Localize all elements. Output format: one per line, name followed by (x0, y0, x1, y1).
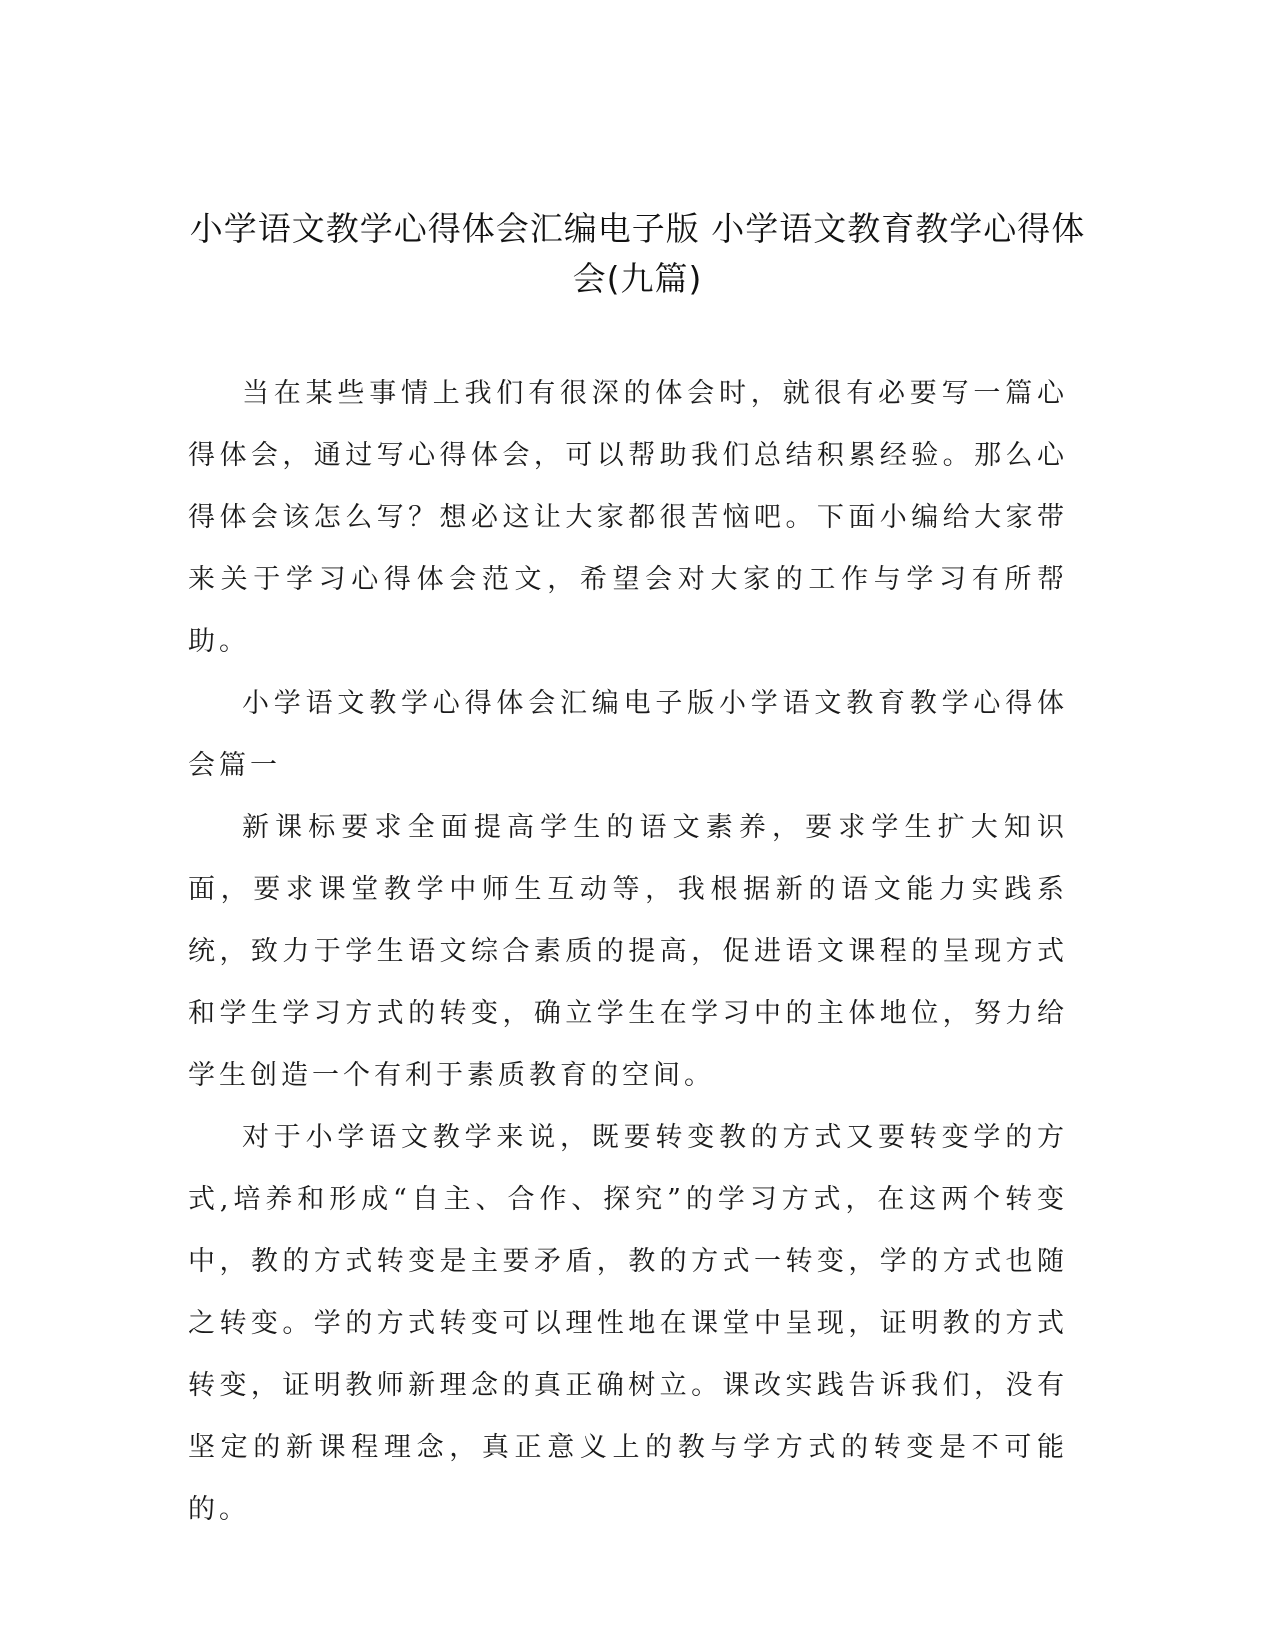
paragraph-intro: 当在某些事情上我们有很深的体会时，就很有必要写一篇心得体会，通过写心得体会，可以帮助我们总结积累经验。那么心得体会该怎么写？想必这让大家都很苦恼吧。下面小编给大家带来关于学习心得体会范文，希望会对大家的工作与学习有所帮助。 (188, 378, 1068, 657)
paragraph-section-heading: 小学语文教学心得体会汇编电子版小学语文教育教学心得体会篇一 (188, 688, 1068, 781)
document-title: 小学语文教学心得体会汇编电子版 小学语文教育教学心得体会(九篇) (189, 209, 1086, 298)
document-body (188, 363, 1068, 1541)
paragraph-teaching-methods: 对于小学语文教学来说，既要转变教的方式又要转变学的方式,培养和形成“自主、合作、探究”的学习方式，在这两个转变中，教的方式转变是主要矛盾，教的方式一转变，学的方式也随之转变。学的方式转变可以理性地在课堂中呈现，证明教的方式转变，证明教师新理念的真正确树立。课改实践告诉我们，没有坚定的新课程理念，真正意义上的教与学方式的转变是不可能的。 (188, 1122, 1068, 1525)
paragraph-new-curriculum: 新课标要求全面提高学生的语文素养，要求学生扩大知识面，要求课堂教学中师生互动等，我根据新的语文能力实践系统，致力于学生语文综合素质的提高，促进语文课程的呈现方式和学生学习方式的转变，确立学生在学习中的主体地位，努力给学生创造一个有利于素质教育的空间。 (188, 812, 1068, 1091)
